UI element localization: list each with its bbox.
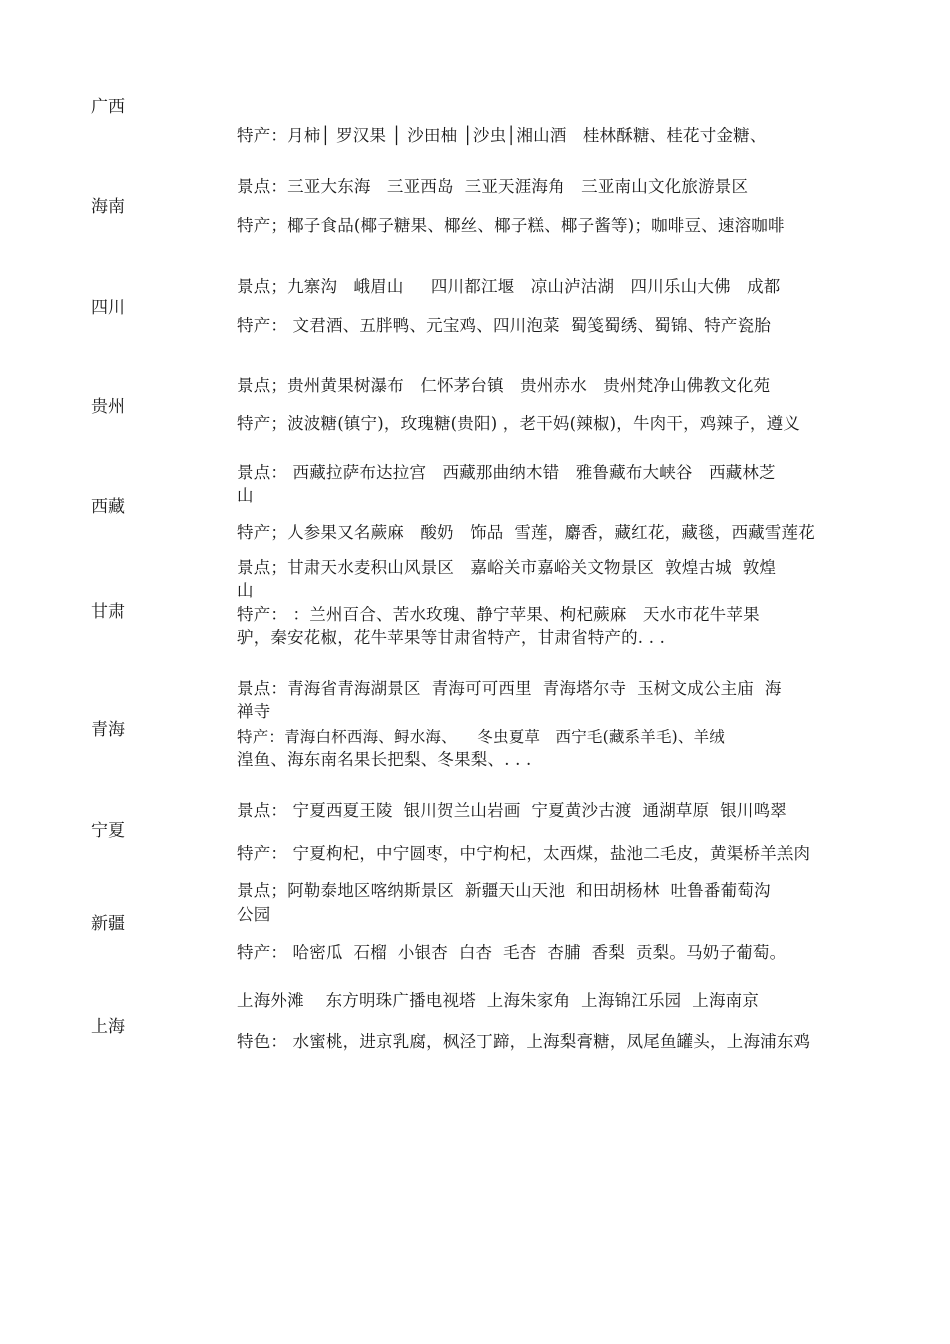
specialty-line-wrap: 湟鱼、海东南名果长把梨、冬果梨、. . . [237, 750, 532, 769]
scenic-line: 景点： 西藏拉萨布达拉宫 西藏那曲纳木错 雅鲁藏布大峡谷 西藏林芝 [237, 463, 776, 482]
province-label: 甘肃 [91, 602, 125, 622]
scenic-line: 上海外滩 东方明珠广播电视塔 上海朱家角 上海锦江乐园 上海南京 [237, 991, 760, 1010]
scenic-line: 景点：三亚大东海 三亚西岛 三亚天涯海角 三亚南山文化旅游景区 [237, 177, 749, 196]
partial-province-label: 广西 [91, 97, 125, 117]
scenic-line-wrap: 禅寺 [237, 702, 271, 721]
scenic-line: 景点；贵州黄果树瀑布 仁怀茅台镇 贵州赤水 贵州梵净山佛教文化苑 [237, 376, 771, 395]
specialty-line: 特产：月柿│ 罗汉果 │ 沙田柚 │沙虫│湘山酒 桂林酥糖、桂花寸金糖、 [237, 126, 767, 145]
province-label: 宁夏 [91, 821, 125, 841]
scenic-line: 景点；甘肃天水麦积山风景区 嘉峪关市嘉峪关文物景区 敦煌古城 敦煌 [237, 558, 777, 577]
specialty-line: 特产： 文君酒、五胖鸭、元宝鸡、四川泡菜 蜀笺蜀绣、蜀锦、特产瓷胎 [237, 316, 772, 335]
specialty-line: 特产： 宁夏枸杞，中宁圆枣，中宁枸杞，太西煤，盐池二毛皮，黄渠桥羊羔肉 [237, 844, 811, 863]
scenic-line-wrap: 山 [237, 486, 254, 505]
scenic-line-wrap: 公园 [237, 905, 271, 924]
province-label: 贵州 [91, 397, 125, 417]
province-label: 四川 [91, 298, 125, 318]
province-label: 西藏 [91, 497, 125, 517]
scenic-line: 景点；九寨沟 峨眉山 四川都江堰 凉山泸沽湖 四川乐山大佛 成都 [237, 277, 781, 296]
scenic-line: 景点： 宁夏西夏王陵 银川贺兰山岩画 宁夏黄沙古渡 通湖草原 银川鸣翠 [237, 801, 788, 820]
province-label: 新疆 [91, 914, 125, 934]
scenic-line-wrap: 山 [237, 581, 254, 600]
province-label: 海南 [91, 197, 125, 217]
scenic-line: 景点；阿勒泰地区喀纳斯景区 新疆天山天池 和田胡杨林 吐鲁番葡萄沟 [237, 881, 771, 900]
specialty-line: 特产；波波糖(镇宁)，玫瑰糖(贵阳) ，老干妈(辣椒)，牛肉干，鸡辣子，遵义 [237, 414, 800, 433]
province-label: 上海 [91, 1017, 125, 1037]
specialty-line: 特产：青海白杯西海、鲟水海、 冬虫夏草 西宁毛(藏系羊毛)、羊绒 [237, 728, 725, 746]
specialty-line: 特产： 哈密瓜 石榴 小银杏 白杏 毛杏 杏脯 香梨 贡梨。马奶子葡萄。 [237, 943, 787, 962]
specialty-line: 特色： 水蜜桃，进京乳腐，枫泾丁蹄，上海梨膏糖，凤尾鱼罐头，上海浦东鸡 [237, 1032, 811, 1051]
specialty-line-wrap: 驴，秦安花椒，花牛苹果等甘肃省特产，甘肃省特产的. . . [237, 628, 666, 647]
specialty-line: 特产；椰子食品(椰子糖果、椰丝、椰子糕、椰子酱等)；咖啡豆、速溶咖啡 [237, 216, 785, 235]
province-label: 青海 [91, 720, 125, 740]
scenic-line: 景点：青海省青海湖景区 青海可可西里 青海塔尔寺 玉树文成公主庙 海 [237, 679, 782, 698]
specialty-line: 特产： ：兰州百合、苦水玫瑰、静宁苹果、枸杞蕨麻 天水市花牛苹果 [237, 605, 760, 624]
specialty-line: 特产；人参果又名蕨麻 酸奶 饰品 雪莲，麝香，藏红花，藏毯，西藏雪莲花 [237, 523, 815, 542]
